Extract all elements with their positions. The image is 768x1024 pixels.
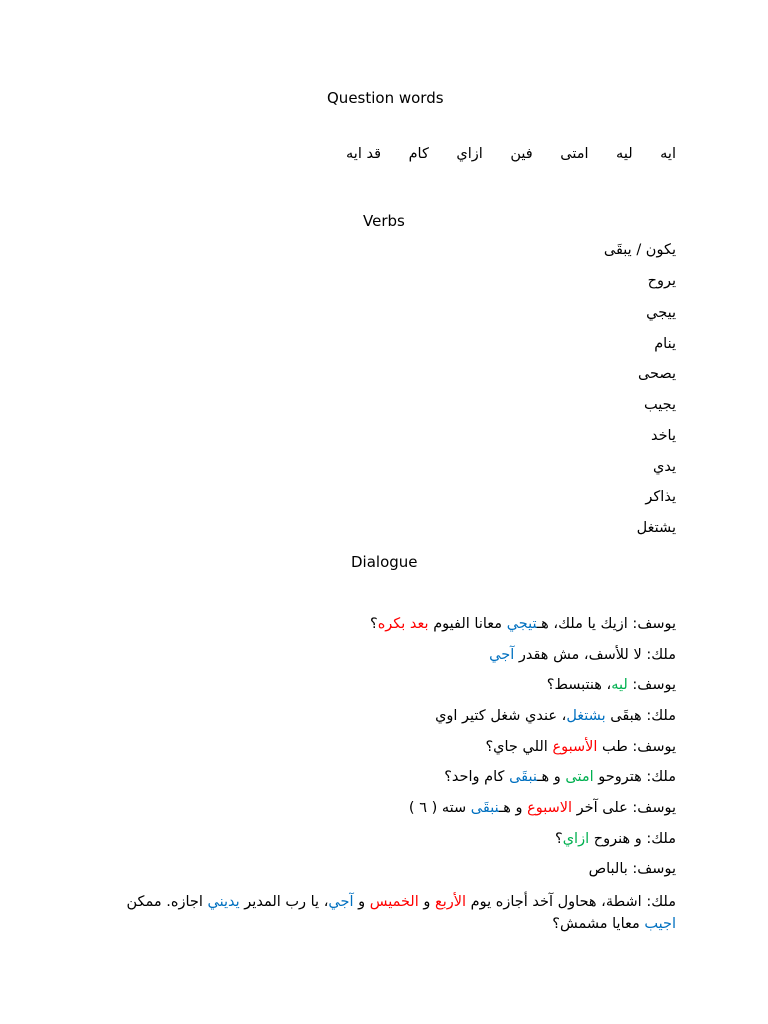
dialogue-line <box>96 891 676 935</box>
dialogue-segment: تيجي <box>506 616 537 632</box>
dialogue-segment: و هـ <box>537 769 566 785</box>
question-word: ازاي <box>456 146 483 162</box>
question-word: امتى <box>560 146 589 162</box>
dialogue-line <box>589 861 676 877</box>
dialogue-segment: آجي <box>328 894 354 910</box>
dialogue-segment: اجازه. ممكن <box>126 894 208 910</box>
dialogue-segment: يوسف: بالباص <box>588 861 676 877</box>
question-words-row <box>346 146 676 162</box>
dialogue-segment: معانا الفيوم <box>428 616 507 632</box>
question-word: ايه <box>660 146 676 162</box>
verb-item: يروح <box>647 273 676 289</box>
verb-item: يشتغل <box>636 520 676 536</box>
dialogue-segment: ملك: لا للأسف، مش هقدر <box>514 647 676 663</box>
dialogue-line <box>435 708 676 724</box>
dialogue-segment: ليه <box>611 677 628 693</box>
dialogue-segment: ، هنتبسط؟ <box>546 677 612 693</box>
dialogue-segment: الأسبوع <box>552 739 598 755</box>
dialogue-segment: اجيب <box>644 916 676 932</box>
dialogue-segment: و <box>418 894 435 910</box>
verb-item: يجيب <box>643 397 676 413</box>
verb-item: يدي <box>653 459 676 475</box>
dialogue-segment: امتى <box>565 769 594 785</box>
dialogue-segment: يوسف: على آخر <box>572 800 676 816</box>
dialogue-line <box>555 831 676 847</box>
question-word: فين <box>510 146 533 162</box>
dialogue-segment: ، يا رب المدير <box>239 894 329 910</box>
dialogue-segment: معايا مشمش؟ <box>552 916 645 932</box>
verb-item: يصحى <box>637 366 676 382</box>
dialogue-segment: سته ( ٦ ) <box>408 800 471 816</box>
dialogue-segment: ملك: اشطة، هحاول آخد أجازه يوم <box>466 894 676 910</box>
dialogue-line <box>547 677 676 693</box>
dialogue-segment: ازاي <box>562 831 590 847</box>
heading-verbs: Verbs <box>363 212 405 230</box>
dialogue-segment: ، عندي شغل كتير اوي <box>435 708 567 724</box>
dialogue-segment: و هـ <box>498 800 528 816</box>
dialogue-segment: يوسف: طب <box>597 739 676 755</box>
dialogue-segment: كام واحد؟ <box>444 769 510 785</box>
verb-item: ينام <box>654 336 676 352</box>
dialogue-segment: يوسف: <box>627 677 676 693</box>
dialogue-segment: الأربع <box>435 894 467 910</box>
dialogue-segment: اللي جاي؟ <box>485 739 553 755</box>
dialogue-segment: بعد بكره <box>377 616 429 632</box>
dialogue-segment: ؟ <box>369 616 378 632</box>
dialogue-segment: ؟ <box>554 831 563 847</box>
dialogue-segment: ملك: هتروحو <box>593 769 676 785</box>
dialogue-segment: نبقَى <box>509 769 538 785</box>
dialogue-segment: الاسبوع <box>527 800 573 816</box>
verb-item: ياخد <box>650 428 676 444</box>
dialogue-line <box>444 769 676 785</box>
dialogue-segment: بشتغل <box>566 708 606 724</box>
verb-item: يذاكر <box>645 489 676 505</box>
dialogue-segment: و <box>353 894 370 910</box>
dialogue-segment: الخميس <box>369 894 419 910</box>
dialogue-segment: يديني <box>207 894 240 910</box>
dialogue-segment: ملك: هبقَى <box>605 708 676 724</box>
heading-dialogue: Dialogue <box>351 553 418 571</box>
question-word: ليه <box>616 146 633 162</box>
question-word: كام <box>408 146 429 162</box>
verb-item: يكون / يبقَى <box>603 242 676 258</box>
dialogue-segment: يوسف: ازيك يا ملك، هـ <box>536 616 676 632</box>
dialogue-line <box>370 616 676 632</box>
dialogue-line <box>485 739 676 755</box>
verb-item: ييجي <box>646 305 676 321</box>
dialogue-segment: نبقَى <box>470 800 499 816</box>
question-word: قد ايه <box>346 146 382 162</box>
dialogue-line <box>409 800 676 816</box>
dialogue-segment: ملك: و هنروح <box>589 831 676 847</box>
dialogue-line <box>489 647 676 663</box>
heading-question-words: Question words <box>327 89 444 107</box>
dialogue-segment: آجي <box>489 647 515 663</box>
